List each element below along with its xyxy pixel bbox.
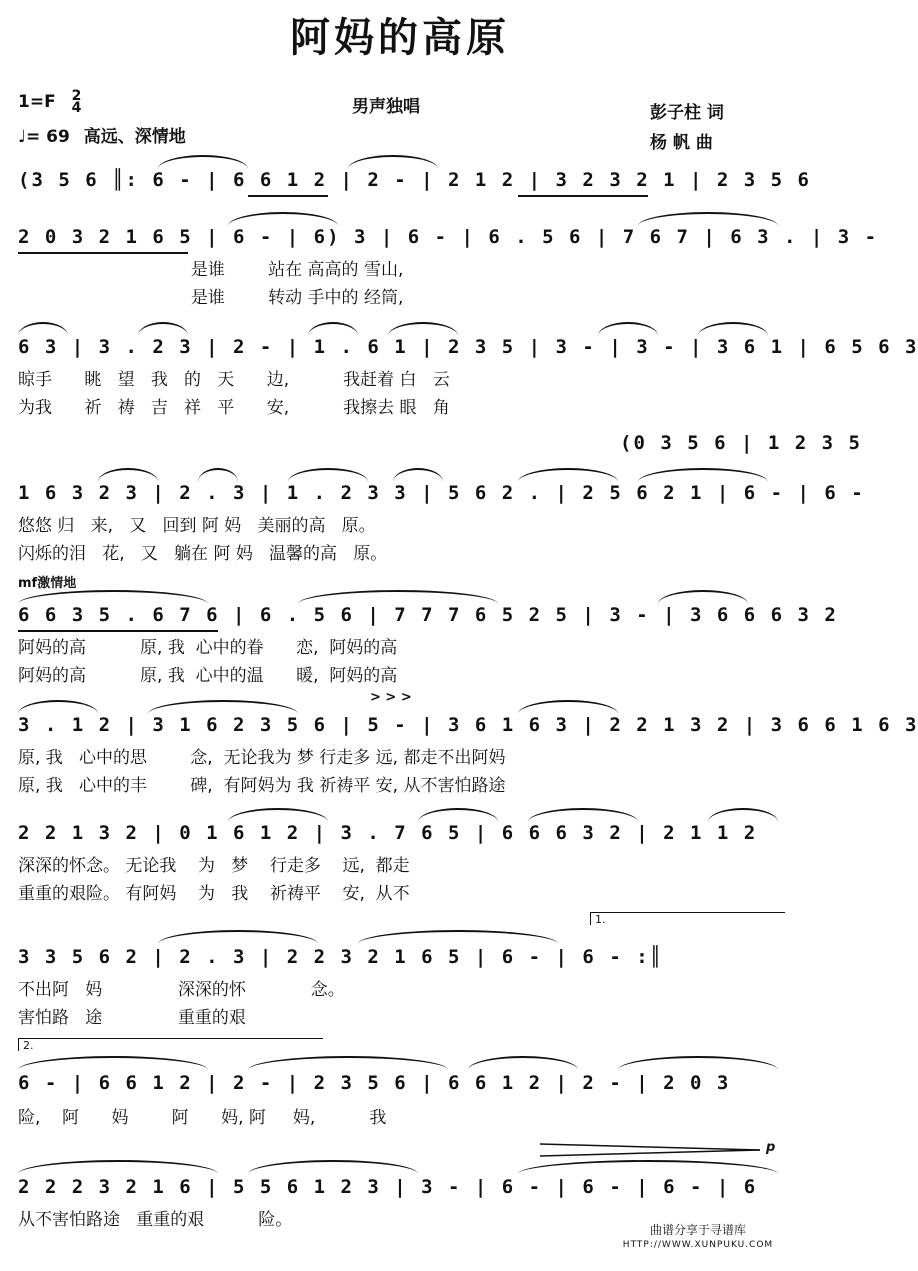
notes-row: 6 - | 6 6 1 2 | 2 - | 2 3 5 6 | 6 6 1 2 | 2 - | 2 0 3	[18, 1072, 731, 1094]
tempo-marking: ♩= 69	[18, 127, 70, 147]
notes-row: 6 3 | 3 . 2 3 | 2 - | 1 . 6 1 | 2 3 5 | 3 - | 3 - | 3 6 1 | 6 5 6 3	[18, 336, 918, 358]
notes-row: 3 . 1 2 | 3 1 6 2 3 5 6 | 5 - | 3 6 1 6 3 | 2 2 1 3 2 | 3 6 6 1 6 3	[18, 714, 918, 736]
notes-row: 6 6 3 5 . 6 7 6 | 6 . 5 6 | 7 7 7 6 5 2 5 | 3 - | 3 6 6 6 3 2	[18, 604, 838, 626]
key-signature	[18, 90, 81, 114]
slur	[358, 930, 558, 944]
composer-credit: 杨 帆 曲	[650, 133, 713, 153]
lyrics-verse-2: 为我 祈 祷 吉 祥 平 安, 我擦去 眼 角	[18, 398, 450, 418]
volta-bracket-1: 1.	[590, 912, 785, 925]
watermark	[608, 1223, 788, 1253]
notes-row: (3 5 6 ║: 6 - | 6 6 1 2 | 2 - | 2 1 2 | 3 2 3 2 1 | 2 3 5 6	[18, 169, 811, 191]
slur	[248, 1056, 448, 1070]
score-system-4	[18, 478, 865, 568]
score-system-2	[18, 222, 879, 312]
slur	[148, 700, 298, 714]
notes-row: 3 3 5 6 2 | 2 . 3 | 2 2 3 2 1 6 5 | 6 - | 6 - :║	[18, 946, 664, 968]
score-system-6	[18, 710, 918, 800]
time-sig-top: 2	[71, 88, 82, 104]
volta-bracket-2: 2.	[18, 1038, 323, 1051]
slur	[288, 468, 368, 482]
tempo-description: 高远、深情地	[83, 127, 186, 147]
lyrics-verse-2: 害怕路 途 重重的艰	[18, 1008, 246, 1028]
score-system-5	[18, 600, 838, 690]
slur	[18, 700, 98, 714]
score-system-8	[18, 942, 782, 1032]
lyrics-verse-2: 是谁 转动 手中的 经筒,	[18, 288, 404, 308]
slur	[638, 468, 768, 482]
notes-row: 1 6 3 2 3 | 2 . 3 | 1 . 2 3 3 | 5 6 2 . | 2 5 6 2 1 | 6 - | 6 -	[18, 482, 865, 504]
lyrics-verse-1: 是谁 站在 高高的 雪山,	[18, 260, 404, 280]
slur	[228, 808, 328, 822]
key-value: 1=F	[18, 92, 56, 112]
slur	[388, 322, 458, 336]
notes-row: 2 0 3 2 1 6 5 | 6 - | 6) 3 | 6 - | 6 . 5 6 | 7 6 7 | 6 3 . | 3 -	[18, 226, 879, 248]
time-sig-bottom: 4	[71, 100, 82, 116]
slur	[158, 930, 318, 944]
slur	[18, 1160, 218, 1174]
watermark-text: 曲谱分享于寻谱库	[649, 1223, 746, 1237]
watermark-url: HTTP://WWW.XUNPUKU.COM	[622, 1240, 774, 1250]
dynamic-marking: mf激情地	[18, 576, 77, 591]
slur	[518, 1160, 778, 1174]
slur	[393, 468, 443, 482]
lyrics-verse-2: 阿妈的高 原, 我 心中的温 暖, 阿妈的高	[18, 666, 398, 686]
decrescendo-hairpin	[540, 1142, 760, 1158]
notes-row: 2 2 1 3 2 | 0 1 6 1 2 | 3 . 7 6 5 | 6 6 6 3 2 | 2 1 1 2	[18, 822, 758, 844]
lyrics-verse-1: 不出阿 妈 深深的怀 念。	[18, 980, 345, 1000]
tempo-line	[18, 122, 186, 147]
voice-type: 男声独唱	[352, 97, 420, 117]
lyrics-verse-2: 重重的艰险。 有阿妈 为 我 祈祷平 安, 从不	[18, 884, 410, 904]
accent-marks: > > >	[370, 690, 412, 705]
slur	[18, 322, 68, 336]
slur	[518, 700, 618, 714]
lyrics-verse-1: 阿妈的高 原, 我 心中的眷 恋, 阿妈的高	[18, 638, 398, 658]
lyrics-verse-1: 晾手 眺 望 我 的 天 边, 我赶着 白 云	[18, 370, 450, 390]
lyrics-verse-1: 险, 阿 妈 阿 妈, 阿 妈, 我	[18, 1108, 387, 1128]
lyrics-verse-1: 从不害怕路途 重重的艰 险。	[18, 1210, 293, 1230]
slur	[528, 808, 638, 822]
page-title: 阿妈的高原	[290, 15, 510, 61]
lyrics-verse-1: 悠悠 归 来, 又 回到 阿 妈 美丽的高 原。	[18, 516, 376, 536]
slur	[418, 808, 498, 822]
lyrics-verse-2: 闪烁的泪 花, 又 躺在 阿 妈 温馨的高 原。	[18, 544, 388, 564]
beam-line	[18, 252, 188, 254]
notes-row: 2 2 2 3 2 1 6 | 5 5 6 1 2 3 | 3 - | 6 - | 6 - | 6 - | 6	[18, 1176, 758, 1198]
slur	[708, 808, 778, 822]
slur	[618, 1056, 778, 1070]
slur	[698, 322, 768, 336]
beam-line	[18, 630, 218, 632]
lyrics-verse-1: 深深的怀念。 无论我 为 梦 行走多 远, 都走	[18, 856, 410, 876]
slur	[658, 590, 748, 604]
slur	[348, 155, 438, 169]
slur	[638, 212, 778, 226]
interlude-notes: (0 3 5 6 | 1 2 3 5	[620, 432, 862, 454]
slur	[228, 212, 338, 226]
slur	[308, 322, 358, 336]
score-system-9	[18, 1068, 782, 1138]
piano-marking: p	[766, 1140, 776, 1155]
lyrics-verse-1: 原, 我 心中的思 念, 无论我为 梦 行走多 远, 都走不出阿妈	[18, 748, 506, 768]
slur	[98, 468, 158, 482]
beam-line	[248, 195, 328, 197]
slur	[18, 1056, 208, 1070]
slur	[518, 468, 618, 482]
slur	[18, 590, 208, 604]
slur	[468, 1056, 578, 1070]
slur	[198, 468, 238, 482]
slur	[138, 322, 188, 336]
hairpin-icon	[540, 1142, 760, 1158]
slur	[298, 590, 498, 604]
beam-line	[518, 195, 648, 197]
score-system-7	[18, 818, 782, 908]
slur	[158, 155, 248, 169]
score-system-3	[18, 332, 918, 422]
slur	[248, 1160, 418, 1174]
lyricist-credit: 彭子柱 词	[650, 103, 724, 123]
slur	[598, 322, 658, 336]
lyrics-verse-2: 原, 我 心中的丰 碑, 有阿妈为 我 祈祷平 安, 从不害怕路途	[18, 776, 506, 796]
score-system-1	[18, 165, 811, 205]
